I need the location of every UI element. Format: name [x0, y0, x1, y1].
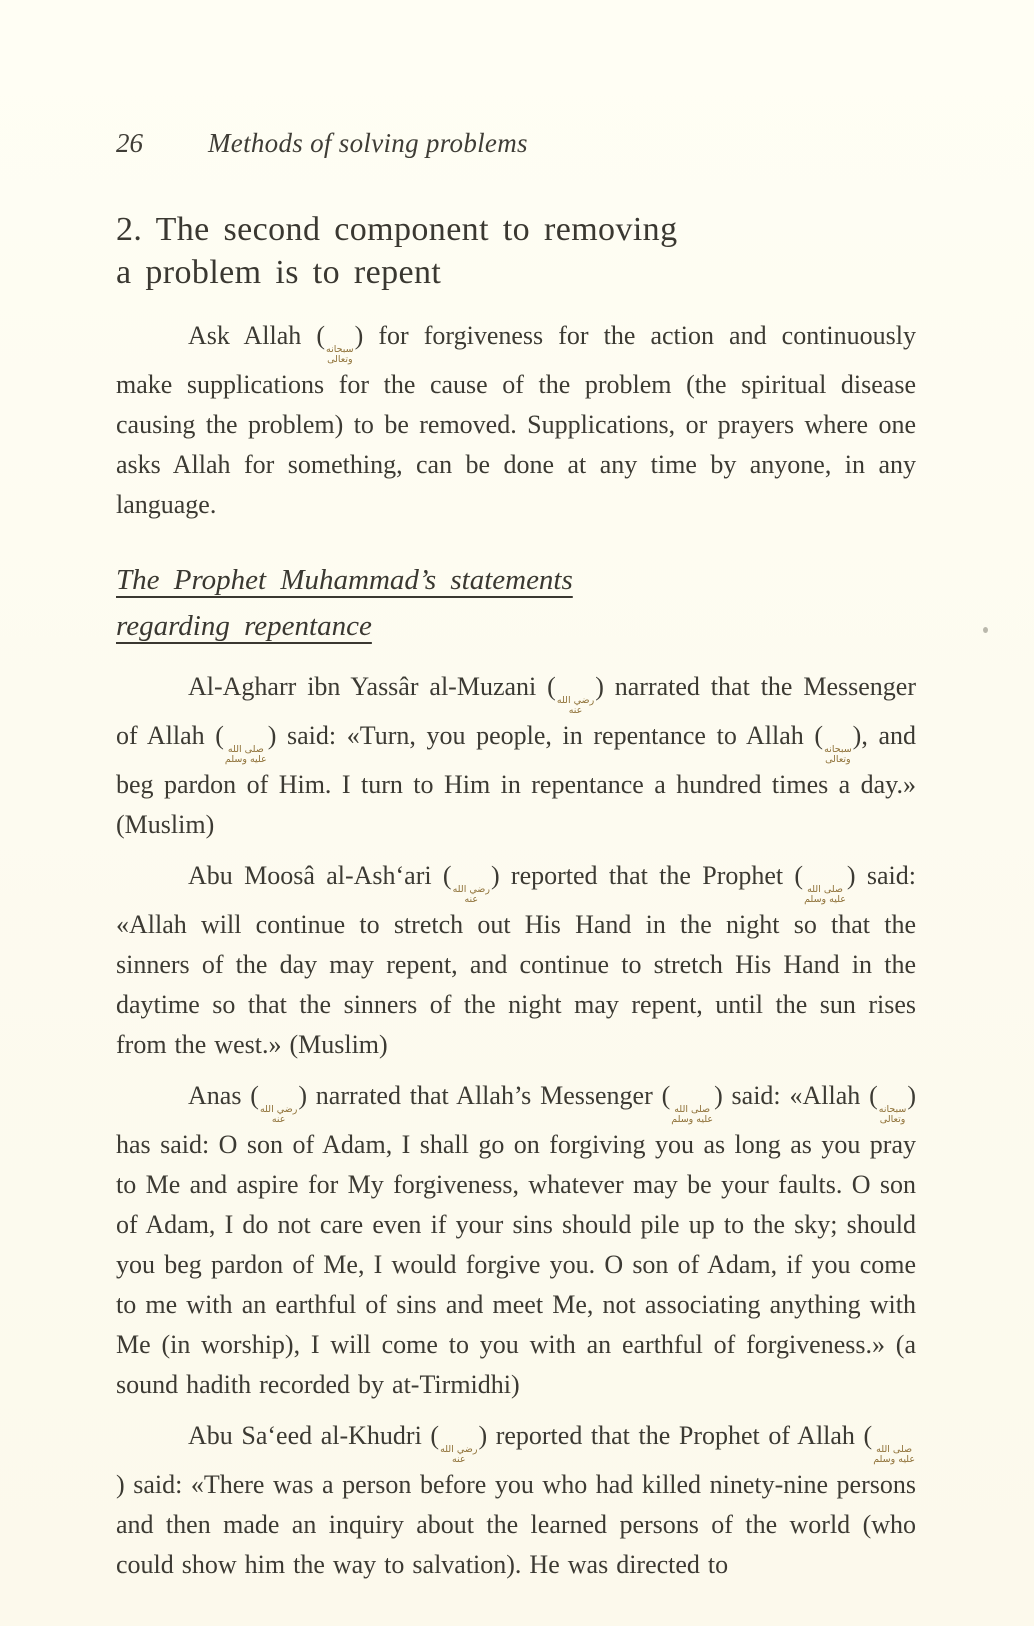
honorific-sallallahu-alayhi-wasallam-icon: صلى الله عليه وسلم	[804, 884, 846, 905]
honorific-subhanahu-wa-taala-icon: سبحانه وتعالى	[824, 744, 852, 765]
running-title: Methods of solving problems	[208, 128, 528, 158]
page-number: 26	[116, 128, 143, 158]
honorific-radiyallahu-anhu-icon: رضي الله عنه	[556, 695, 595, 716]
honorific-sallallahu-alayhi-wasallam-icon: صلى الله عليه وسلم	[671, 1104, 714, 1125]
intro-paragraph: Ask Allah ( سبحانه وتعالى ) for forgiveness for the action and continuously make supplications for the cause of the problem (the spiritual disease causing the problem) to be removed. Supplications, or prayers where one asks Allah for something, can be done at any time by anyone, in any language.	[116, 321, 916, 519]
honorific-sallallahu-alayhi-wasallam-icon: صلى الله عليه وسلم	[873, 1444, 915, 1465]
scan-speck-artifact	[983, 627, 988, 633]
page-header	[116, 128, 916, 158]
subsection-heading-line-1: The Prophet Muhammad’s statements	[116, 564, 573, 596]
section-heading	[116, 208, 916, 294]
honorific-subhanahu-wa-taala-icon: سبحانه وتعالى	[326, 344, 354, 365]
honorific-subhanahu-wa-taala-icon: سبحانه وتعالى	[878, 1104, 907, 1125]
honorific-radiyallahu-anhu-icon: رضي الله عنه	[452, 884, 490, 905]
section-heading-line-2: a problem is to repent	[116, 254, 442, 291]
hadith-paragraph-1: Al-Agharr ibn Yassâr al-Muzani ( رضي الله عنه ) narrated that the Messenger of Allah ( صلى الله عليه وسلم ) said: «Turn, you people, in repentance to Allah ( سبحانه وتعالى ), and beg pardon of Him. I turn to Him in repentance a hundred times a day.» (Muslim)	[116, 672, 916, 839]
honorific-radiyallahu-anhu-icon: رضي الله عنه	[259, 1104, 298, 1125]
section-heading-line-1: 2. The second component to removing	[116, 211, 678, 248]
intro-paragraph-container	[116, 316, 916, 525]
honorific-radiyallahu-anhu-icon: رضي الله عنه	[440, 1444, 478, 1465]
subsection-heading-line-2: regarding repentance	[116, 610, 372, 642]
honorific-sallallahu-alayhi-wasallam-icon: صلى الله عليه وسلم	[224, 744, 267, 765]
hadith-paragraphs-container	[116, 667, 916, 1585]
hadith-paragraph-3: Anas ( رضي الله عنه ) narrated that Allah’s Messenger ( صلى الله عليه وسلم ) said: «Allah ( سبحانه وتعالى ) has said: O son of Adam, I shall go on forgiving you as long as you pray to Me and aspire for My forgiveness, whatever may be your faults. O son of Adam, I do not care even if your sins should pile up to the sky; should you beg pardon of Me, I would forgive you. O son of Adam, if you come to me with an earthful of sins and meet Me, not associating anything with Me (in worship), I will come to you with an earthful of forgiveness.» (a sound hadith recorded by at-Tirmidhi)	[116, 1081, 917, 1399]
hadith-paragraph-2: Abu Moosâ al-Ash‘ari ( رضي الله عنه ) reported that the Prophet ( صلى الله عليه وسلم ) said: «Allah will continue to stretch out His Hand in the night so that the sinners of the day may repent, and continue to stretch His Hand in the daytime so that the sinners of the night may repent, until the sun rises from the west.» (Muslim)	[116, 861, 917, 1059]
subsection-heading	[116, 557, 916, 649]
hadith-paragraph-4: Abu Sa‘eed al-Khudri ( رضي الله عنه ) reported that the Prophet of Allah ( صلى الله عليه وسلم ) said: «There was a person before you who had killed ninety-nine persons and then made an inquiry about the learned persons of the world (who could show him the way to salvation). He was directed to	[116, 1421, 916, 1579]
